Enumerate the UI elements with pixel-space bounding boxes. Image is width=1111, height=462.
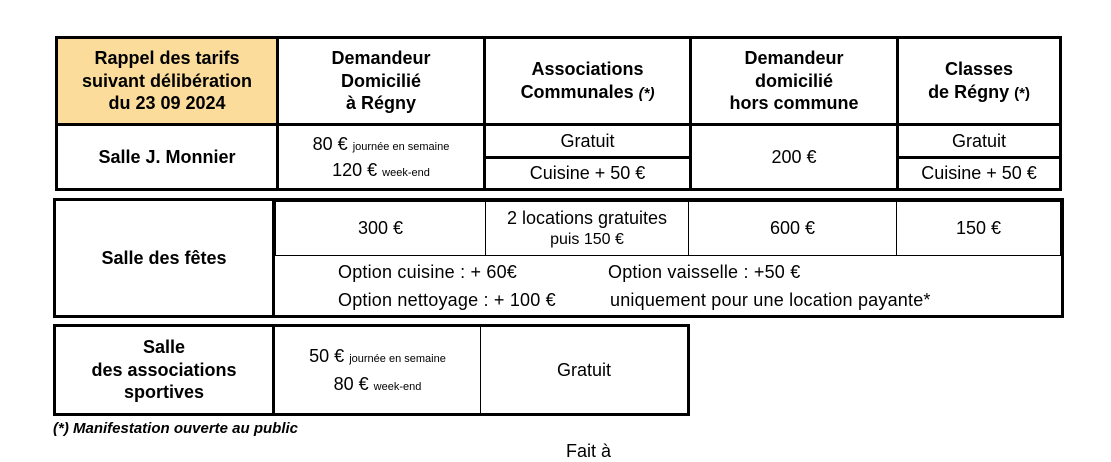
header-associations-line2 — [521, 81, 655, 104]
row-label-text: Salle des fêtes — [101, 247, 227, 268]
header-associations-text: Communales — [520, 81, 634, 102]
price-value: 600 € — [769, 218, 816, 239]
header-rappel-line: suivant délibération — [81, 70, 253, 91]
price-note: week-end — [382, 167, 430, 179]
row-label-line: des associations — [91, 359, 237, 380]
header-rappel-line: du 23 09 2024 — [108, 93, 226, 114]
header-classes-line2 — [928, 81, 1030, 104]
monnier-asso-gratuit — [483, 123, 692, 159]
fetes-domicilie-price — [275, 201, 486, 256]
footnote-marker: (*) — [1014, 84, 1030, 102]
price-note: journée en semaine — [349, 352, 446, 365]
cut-off-text: Fait à — [566, 441, 612, 461]
price-line — [332, 159, 430, 182]
price-value: 120 € — [332, 160, 378, 180]
header-associations-cell — [483, 36, 692, 126]
price-line: 2 locations gratuites — [506, 208, 668, 229]
footnote: (*) Manifestation ouverte au public — [53, 420, 299, 437]
price-note: week-end — [373, 381, 422, 393]
price-value: 80 € — [312, 133, 348, 154]
row-label-fetes — [56, 201, 275, 315]
header-hors-line: hors commune — [729, 93, 859, 114]
row-label-text: Salle J. Monnier — [98, 146, 236, 167]
header-hors-line: Demandeur — [744, 48, 844, 69]
option-cuisine: Option cuisine : + 60€ — [338, 262, 518, 282]
sportives-domicilie-price — [275, 327, 481, 413]
row-label-sportives — [56, 327, 275, 413]
header-classes-line: Classes — [944, 59, 1014, 80]
price-line — [309, 345, 446, 368]
header-rappel-line: Rappel des tarifs — [94, 48, 240, 69]
price-line — [334, 373, 422, 396]
monnier-classes-cuisine — [896, 156, 1062, 191]
sportives-asso-price — [481, 327, 687, 413]
price-value: 80 € — [333, 374, 369, 394]
price-value: Gratuit — [556, 359, 612, 380]
monnier-hors-price — [689, 123, 899, 191]
price-value: Cuisine + 50 € — [529, 163, 646, 184]
price-value: Cuisine + 50 € — [921, 163, 1037, 184]
price-value: Gratuit — [951, 130, 1007, 151]
row-label-line: sportives — [123, 382, 205, 403]
header-classes-text: de Régny — [928, 81, 1010, 102]
row-label-monnier — [55, 123, 279, 191]
option-vaisselle: Option vaisselle : +50 € — [608, 262, 801, 282]
row-label-line: Salle — [142, 337, 186, 358]
header-domicilie-cell — [276, 36, 486, 126]
price-value: 300 € — [357, 218, 404, 239]
monnier-domicilie-price — [276, 123, 486, 191]
header-hors-commune-cell — [689, 36, 899, 126]
price-value: 50 € — [309, 345, 345, 366]
footnote-marker: (*) — [638, 84, 655, 102]
header-associations-line: Associations — [531, 59, 644, 80]
header-domicilie-line: à Régny — [345, 93, 417, 114]
fetes-hors-price — [688, 201, 897, 256]
header-rappel-cell — [55, 36, 279, 126]
fetes-classes-price — [896, 201, 1061, 256]
option-nettoyage: Option nettoyage : + 100 € — [338, 290, 556, 310]
monnier-classes-gratuit — [896, 123, 1062, 159]
price-line: puis 150 € — [550, 230, 624, 248]
header-hors-line: domicilié — [754, 70, 834, 91]
price-note: journée en semaine — [352, 140, 450, 153]
monnier-asso-cuisine — [483, 156, 692, 191]
price-line — [313, 133, 450, 156]
price-value: Gratuit — [560, 130, 615, 151]
price-value: 200 € — [771, 146, 817, 167]
header-domicilie-line: Demandeur — [331, 48, 431, 69]
option-note: uniquement pour une location payante* — [610, 290, 931, 310]
price-value: 150 € — [955, 218, 1002, 239]
fetes-asso-price — [485, 201, 689, 256]
header-domicilie-line: Domicilié — [340, 70, 422, 91]
header-classes-cell — [896, 36, 1062, 126]
